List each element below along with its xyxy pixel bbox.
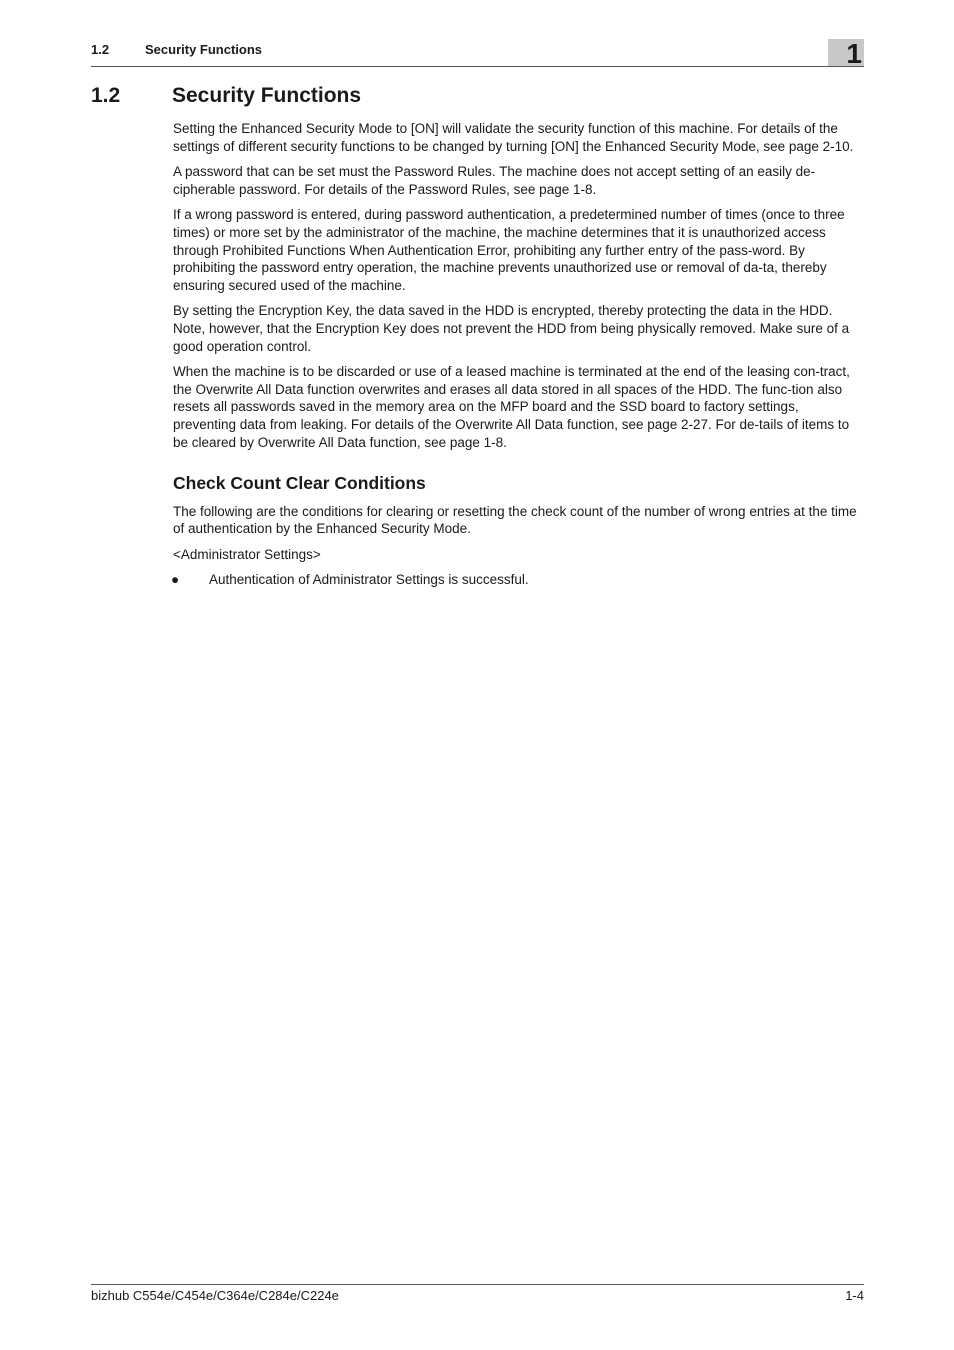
main-content	[173, 120, 863, 589]
header-section-title: Security Functions	[145, 42, 263, 57]
chapter-number: 1	[846, 38, 862, 69]
subsection-intro: The following are the conditions for clearing or resetting the check count of the number of wrong entries at the time of authentication by the Enhanced Security Mode.	[173, 503, 857, 537]
paragraph-encryption-key: By setting the Encryption Key, the data saved in the HDD is encrypted, thereby protecting the data in the HDD. Note, however, that the Encryption Key does not prevent the HDD from being physically removed. Make sure of a good operation control.	[173, 303, 850, 354]
group-label: <Administrator Settings>	[173, 546, 321, 562]
section-heading	[91, 84, 361, 108]
section-title: Security Functions	[172, 84, 362, 107]
section-number: 1.2	[91, 84, 121, 107]
paragraph-overwrite-all-data: When the machine is to be discarded or use of a leased machine is terminated at the end of the leasing con-tract, the Overwrite All Data function overwrites and erases all data stored in all spaces of the HDD. The func-tion also resets all passwords saved in the memory area on the MFP board and the SSD board to factory settings, preventing data from leaking. For details of the Overwrite All Data function, see page 2-27. For de-tails of items to be cleared by Overwrite All Data function, see page 1-8.	[173, 364, 850, 450]
bullet-icon: ●	[171, 572, 180, 588]
footer-page-number: 1-4	[845, 1288, 864, 1303]
condition-list	[173, 571, 863, 589]
list-item	[173, 571, 863, 589]
subsection-heading: Check Count Clear Conditions	[173, 473, 426, 494]
header-section-number: 1.2	[91, 42, 110, 57]
chapter-tab	[828, 38, 864, 69]
paragraph-enhanced-security: Setting the Enhanced Security Mode to [ON] will validate the security function of this machine. For details of the settings of different security functions to be changed by turning [ON] the Enhanced Security Mode, see page 2-10.	[173, 121, 854, 154]
page-header	[91, 36, 864, 67]
footer-model-name: bizhub C554e/C454e/C364e/C284e/C224e	[91, 1288, 339, 1303]
page-footer	[91, 1284, 864, 1303]
list-item-text: Authentication of Administrator Settings is successful.	[209, 572, 529, 588]
paragraph-wrong-password: If a wrong password is entered, during password authentication, a predetermined number of times (once to three times) or more set by the administrator of the machine, the machine determines that it is unauthorized access through Prohibited Functions When Authentication Error, prohibiting any further entry of the pass-word. By prohibiting the password entry operation, the machine prevents unauthorized use or removal of da-ta, thereby ensuring secured used of the machine.	[173, 207, 845, 293]
paragraph-password-rules: A password that can be set must the Password Rules. The machine does not accept setting of an easily de-cipherable password. For details of the Password Rules, see page 1-8.	[173, 164, 816, 197]
